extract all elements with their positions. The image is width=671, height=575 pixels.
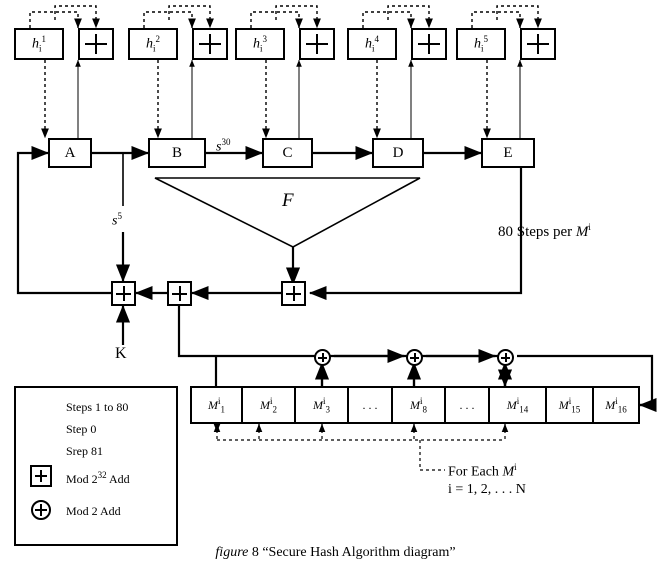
message-word-2: $M^i_2$ [243, 386, 296, 424]
message-word-3: $M^i_3$ [296, 386, 349, 424]
legend-step-81: Srep 81 [66, 444, 103, 458]
state-register-c-label: C [282, 144, 293, 161]
state-register-d [372, 138, 424, 168]
legend-mod2-icon [31, 500, 51, 520]
adder-h5 [520, 28, 556, 60]
legend-mod32-add: Mod $2^{32}$ Add [66, 470, 130, 486]
message-word-14: $M^i_{14}$ [490, 386, 547, 424]
h-register-2 [128, 28, 178, 60]
message-word-1: $M^i_1$ [190, 386, 243, 424]
legend-step-0: Step 0 [66, 422, 97, 436]
message-word-ellipsis-1: . . . [349, 386, 393, 424]
adder-h2 [192, 28, 228, 60]
adder-h3 [299, 28, 335, 60]
message-word-16: $M^i_{16}$ [594, 386, 640, 424]
state-register-a-label: A [64, 144, 76, 161]
xor-gate-3 [497, 349, 514, 366]
state-register-e [481, 138, 535, 168]
constant-k-label: K [115, 345, 127, 362]
for-each-index-note: i = 1, 2, . . . N [448, 482, 526, 497]
rotate-5-label: $s^5$ [112, 211, 122, 229]
message-word-8: $M^i_8$ [393, 386, 446, 424]
for-each-block-note: For Each $M^i$ [448, 462, 517, 480]
adder-h1 [78, 28, 114, 60]
figure-caption: figure 8 “Secure Hash Algorithm diagram” [215, 545, 456, 560]
legend-mod32-icon [30, 465, 52, 487]
h-register-1-label: $h_i^1$ [31, 34, 46, 54]
h-register-3-label: $h_i^3$ [252, 34, 267, 54]
adder-right [281, 281, 306, 306]
function-f-label: F [282, 190, 294, 211]
adder-middle [167, 281, 192, 306]
legend-steps-1-80: Steps 1 to 80 [66, 400, 129, 414]
legend-mod2-add: Mod 2 Add [66, 504, 121, 518]
adder-left [111, 281, 136, 306]
state-register-e-label: E [503, 144, 513, 161]
message-word-15: $M^i_{15}$ [547, 386, 594, 424]
h-register-1 [14, 28, 64, 60]
state-register-b-label: B [171, 144, 182, 161]
h-register-3 [235, 28, 285, 60]
state-register-d-label: D [392, 144, 404, 161]
adder-h4 [411, 28, 447, 60]
h-register-5 [456, 28, 506, 60]
message-word-ellipsis-2: . . . [446, 386, 490, 424]
state-register-b [148, 138, 206, 168]
rotate-30-label: $s^{30}$ [216, 137, 231, 155]
xor-gate-1 [314, 349, 331, 366]
state-register-a [48, 138, 92, 168]
h-register-4-label: $h_i^4$ [364, 34, 379, 54]
state-register-c [262, 138, 313, 168]
h-register-4 [347, 28, 397, 60]
h-register-2-label: $h_i^2$ [145, 34, 160, 54]
xor-gate-2 [406, 349, 423, 366]
h-register-5-label: $h_i^5$ [473, 34, 488, 54]
steps-per-block-note: 80 Steps per $M^i$ [498, 222, 591, 240]
